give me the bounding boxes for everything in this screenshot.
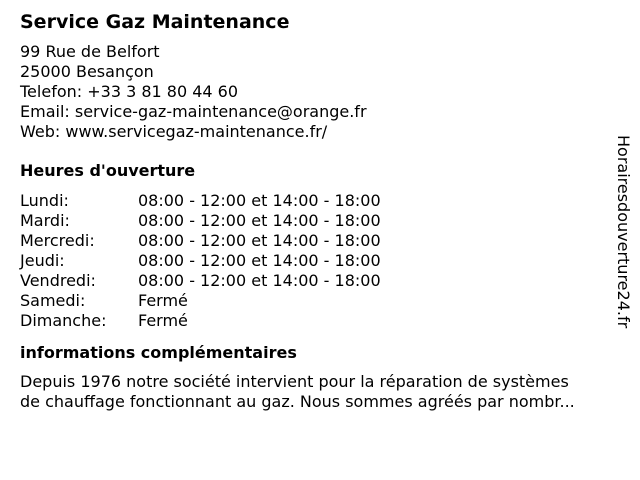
- phone-line: Telefon: +33 3 81 80 44 60: [20, 82, 239, 101]
- info-text: [20, 372, 625, 412]
- info-text-line: Depuis 1976 notre société intervient pour la réparation de systèmes: [20, 372, 569, 391]
- business-name: Service Gaz Maintenance: [20, 11, 290, 33]
- hours-row-wednesday: [20, 231, 625, 251]
- day-hours: 08:00 - 12:00 et 14:00 - 18:00: [138, 251, 381, 270]
- day-hours: Fermé: [138, 291, 188, 310]
- hours-row-friday: [20, 271, 625, 291]
- day-label: Mercredi:: [20, 231, 95, 250]
- day-label: Dimanche:: [20, 311, 107, 330]
- day-label: Lundi:: [20, 191, 69, 210]
- hours-row-tuesday: [20, 211, 625, 231]
- day-label: Vendredi:: [20, 271, 96, 290]
- business-card: [20, 8, 625, 412]
- day-hours: Fermé: [138, 311, 188, 330]
- hours-row-sunday: [20, 311, 625, 331]
- site-watermark-label: Horairesdouverture24.fr: [614, 135, 633, 329]
- day-label: Mardi:: [20, 211, 70, 230]
- info-text-line: de chauffage fonctionnant au gaz. Nous sommes agréés par nombr...: [20, 392, 575, 411]
- info-heading: informations complémentaires: [20, 343, 297, 362]
- web-line: Web: www.servicegaz-maintenance.fr/: [20, 122, 328, 141]
- email-line: Email: service-gaz-maintenance@orange.fr: [20, 102, 367, 121]
- address-city: 25000 Besançon: [20, 62, 154, 81]
- hours-table: [20, 191, 625, 331]
- day-label: Jeudi:: [20, 251, 65, 270]
- hours-row-saturday: [20, 291, 625, 311]
- hours-row-thursday: [20, 251, 625, 271]
- contact-block: [20, 42, 625, 142]
- address-street: 99 Rue de Belfort: [20, 42, 160, 61]
- day-hours: 08:00 - 12:00 et 14:00 - 18:00: [138, 211, 381, 230]
- day-hours: 08:00 - 12:00 et 14:00 - 18:00: [138, 271, 381, 290]
- day-hours: 08:00 - 12:00 et 14:00 - 18:00: [138, 191, 381, 210]
- day-label: Samedi:: [20, 291, 86, 310]
- day-hours: 08:00 - 12:00 et 14:00 - 18:00: [138, 231, 381, 250]
- hours-heading: Heures d'ouverture: [20, 161, 196, 180]
- hours-row-monday: [20, 191, 625, 211]
